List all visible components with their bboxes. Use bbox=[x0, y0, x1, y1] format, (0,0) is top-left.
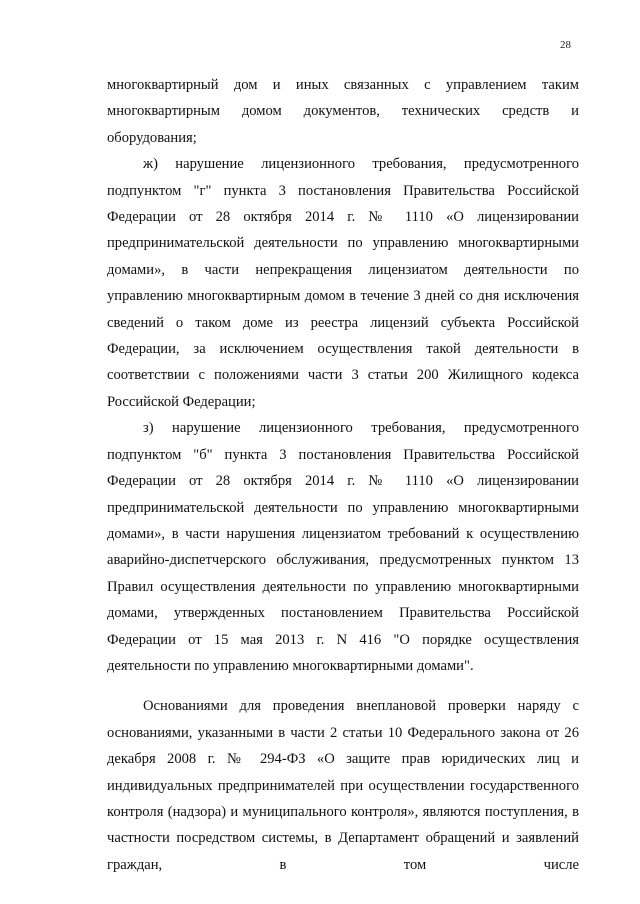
document-body bbox=[107, 72, 579, 878]
paragraph-item-z: з) нарушение лицензионного требования, предусмотренного подпунктом "б" пункта 3 постановления Правительства Российской Федерации от 28 октября 2014 г. № 1110 «О лицензировании предпринимательской деятельности по управлению многоквартирными домами», в части нарушения лицензиатом требований к осуществлению аварийно-диспетчерского обслуживания, предусмотренных пунктом 13 Правил осуществления деятельности по управлению многоквартирными домами, утвержденных постановлением Правительства Российской Федерации от 15 мая 2013 г. N 416 "О порядке осуществления деятельности по управлению многоквартирными домами". bbox=[107, 420, 579, 674]
paragraph-grounds: Основаниями для проведения внеплановой проверки наряду с основаниями, указанными в части 2 статьи 10 Федерального закона от 26 декабря 2008 г. № 294-ФЗ «О защите прав юридических лиц и индивидуальных предпринимателей при осуществлении государственного контроля (надзора) и муниципального контроля», являются поступления, в частности посредством системы, в Департамент обращений и заявлений граждан, в том числе bbox=[107, 698, 579, 873]
paragraph-item-zh: ж) нарушение лицензионного требования, предусмотренного подпунктом "г" пункта 3 постановления Правительства Российской Федерации от 28 октября 2014 г. № 1110 «О лицензировании предпринимательской деятельности по управлению многоквартирными домами», в части непрекращения лицензиатом деятельности по управлению многоквартирным домом в течение 3 дней со дня исключения сведений о таком доме из реестра лицензий субъекта Российской Федерации, за исключением осуществления такой деятельности в соответствии с положениями части 3 статьи 200 Жилищного кодекса Российской Федерации; bbox=[107, 156, 579, 410]
paragraph-continuation: многоквартирный дом и иных связанных с управлением таким многоквартирным домом документов, технических средств и оборудования; bbox=[107, 77, 579, 146]
page-number: 28 bbox=[560, 39, 571, 51]
